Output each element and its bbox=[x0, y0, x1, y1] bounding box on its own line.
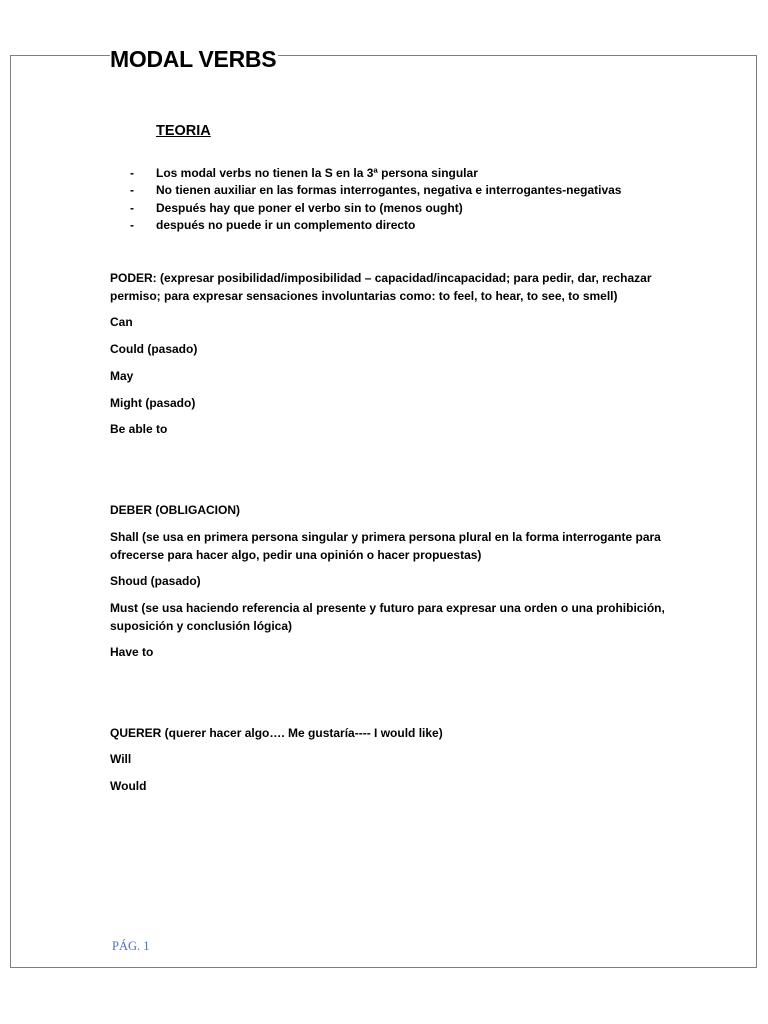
bullet-text: No tienen auxiliar en las formas interrogantes, negativa e interrogantes-negativas bbox=[156, 183, 622, 198]
poder-item-be-able-to: Be able to bbox=[110, 422, 168, 436]
bullet-marker: - bbox=[130, 166, 134, 180]
list-item bbox=[130, 217, 621, 234]
poder-item-could: Could (pasado) bbox=[110, 342, 198, 356]
list-item bbox=[130, 165, 621, 182]
bullet-text: Los modal verbs no tienen la S en la 3ª persona singular bbox=[156, 166, 478, 180]
querer-intro: QUERER (querer hacer algo…. Me gustaría---- I would like) bbox=[110, 726, 443, 740]
poder-item-can: Can bbox=[110, 315, 133, 329]
document-title: MODAL VERBS bbox=[110, 46, 277, 72]
bullet-marker: - bbox=[130, 217, 134, 232]
bullet-text: Después hay que poner el verbo sin to (menos ought) bbox=[156, 200, 463, 215]
theory-bullet-list bbox=[130, 165, 621, 234]
querer-item-would: Would bbox=[110, 779, 147, 793]
deber-item-shoud: Shoud (pasado) bbox=[110, 574, 201, 588]
deber-item-have-to: Have to bbox=[110, 645, 154, 659]
list-item bbox=[130, 182, 621, 199]
bullet-marker: - bbox=[130, 200, 134, 215]
deber-item-shall: Shall (se usa en primera persona singular y primera persona plural en la forma interrogante para ofrecerse para hacer algo, pedir una opinión o hacer propuestas) bbox=[110, 530, 661, 562]
poder-item-might: Might (pasado) bbox=[110, 396, 196, 410]
theory-heading: TEORIA bbox=[156, 123, 211, 139]
querer-item-will: Will bbox=[110, 752, 132, 766]
poder-item-may: May bbox=[110, 369, 134, 383]
deber-item-must: Must (se usa haciendo referencia al presente y futuro para expresar una orden o una prohibición, suposición y conclusión lógica) bbox=[110, 601, 665, 633]
bullet-text: después no puede ir un complemento directo bbox=[156, 217, 416, 232]
bullet-marker: - bbox=[130, 183, 134, 198]
list-item bbox=[130, 200, 621, 217]
page-number: PÁG. 1 bbox=[112, 939, 150, 953]
deber-intro: DEBER (OBLIGACION) bbox=[110, 503, 240, 517]
poder-intro: PODER: (expresar posibilidad/imposibilidad – capacidad/incapacidad; para pedir, dar, rechazar permiso; para expresar sensaciones involuntarias como: to feel, to hear, to see, to smell) bbox=[110, 271, 652, 303]
